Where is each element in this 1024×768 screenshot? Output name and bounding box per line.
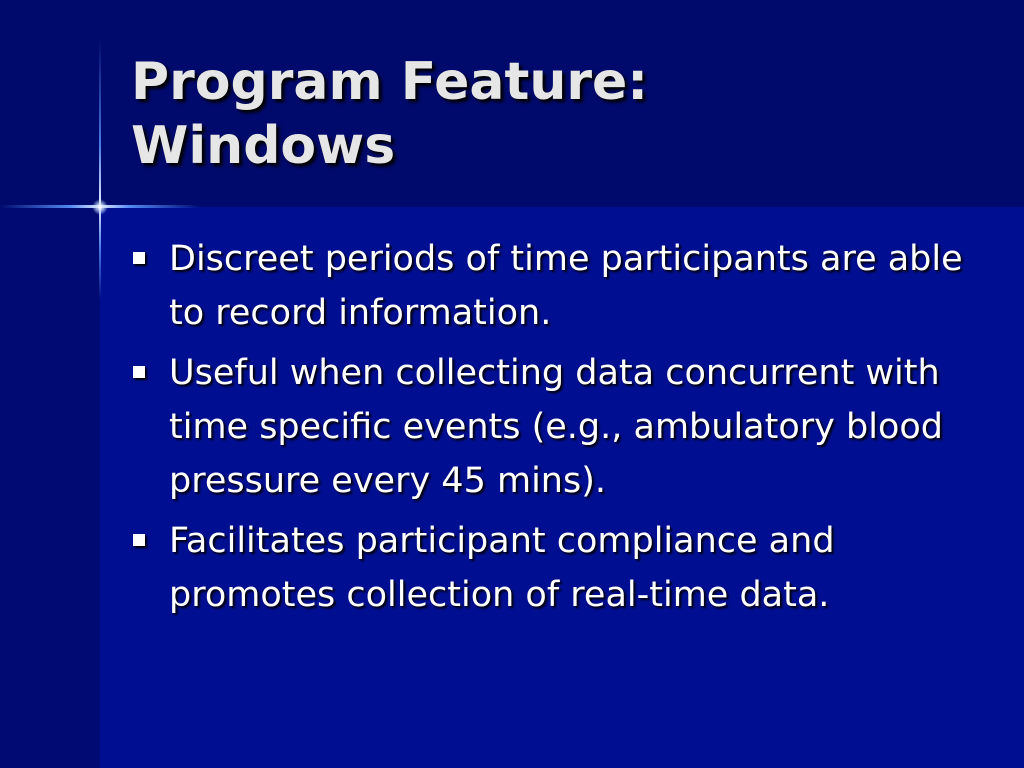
bullet-text: Useful when collecting data concurrent with time specific events (e.g., ambulatory blood pressure every 45 mins). (169, 353, 943, 501)
square-bullet-icon (133, 534, 145, 546)
square-bullet-icon (133, 366, 145, 378)
slide-title-line-2: Windows (131, 116, 396, 176)
sparkle-icon (92, 199, 108, 215)
slide-title (131, 50, 991, 178)
bullet-text: Facilitates participant compliance and promotes collection of real-time data. (169, 521, 835, 615)
square-bullet-icon (133, 252, 145, 264)
bullet-item (131, 232, 991, 340)
slide-title-line-1: Program Feature: (131, 52, 649, 112)
bullet-list (131, 232, 991, 628)
vertical-accent-line (99, 40, 101, 300)
bullet-text: Discreet periods of time participants are able to record information. (169, 239, 963, 333)
bullet-item (131, 514, 991, 622)
bullet-item (131, 346, 991, 508)
